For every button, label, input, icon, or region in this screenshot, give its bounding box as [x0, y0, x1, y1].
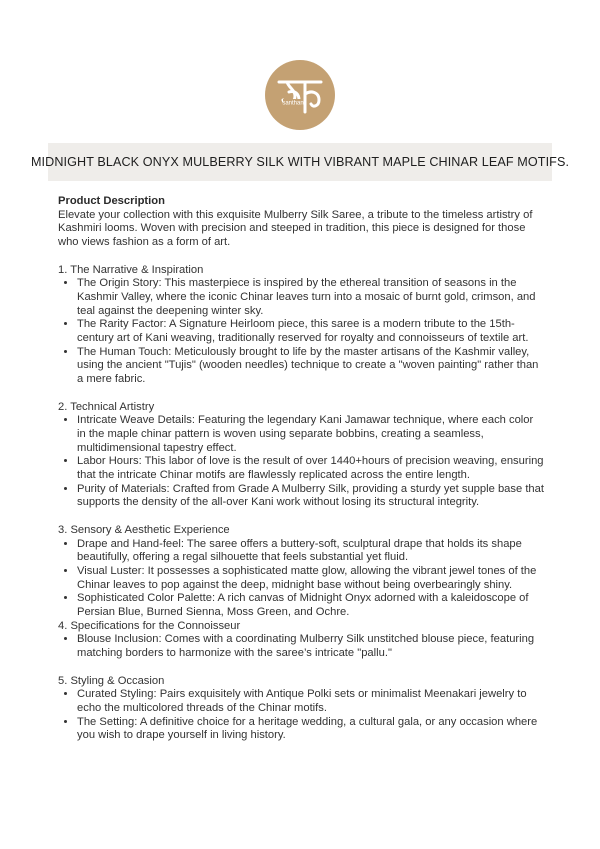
section-sensory [58, 524, 544, 620]
section-heading: 5. Styling & Occasion [58, 674, 165, 687]
section-styling [58, 675, 544, 744]
list-item: • Labor Hours: This labor of love is the result of over 1440+hours of precision weaving, ensuring that the intricate Chinar motifs are flawlessly replicated across the entire length. [77, 455, 544, 482]
description-text: Elevate your collection with this exquisite Mulberry Silk Saree, a tribute to the timeless artistry of Kashmiri looms. Woven with precision and steeped in tradition, this piece is designed for those who views fashion as a form of art. [58, 208, 533, 249]
title-band [30, 143, 570, 181]
list-item: • Visual Luster: It possesses a sophisticated matte glow, allowing the vibrant jewel tones of the Chinar leaves to pop against the deep, midnight base without being overbearingly shiny. [77, 565, 544, 592]
list-item: • Sophisticated Color Palette: A rich canvas of Midnight Onyx adorned with a kaleidoscope of Persian Blue, Burned Sienna, Moss Green, and Ochre. [77, 592, 544, 619]
section-narrative [58, 264, 544, 387]
brand-logo [265, 60, 335, 130]
product-title: MIDNIGHT BLACK ONYX MULBERRY SILK WITH VIBRANT MAPLE CHINAR LEAF MOTIFS. [30, 155, 570, 169]
list-item: • The Setting: A definitive choice for a heritage wedding, a cultural gala, or any occasion where you wish to drape yourself in living history. [77, 716, 544, 743]
list-item: • The Human Touch: Meticulously brought to life by the master artisans of the Kashmir valley, using the ancient "Tujis" (wooden needles) technique to create a "woven painting" rather than a mere fabric. [77, 346, 544, 387]
product-content [58, 195, 544, 743]
section-heading: 2. Technical Artistry [58, 400, 155, 413]
list-item: • Blouse Inclusion: Comes with a coordinating Mulberry Silk unstitched blouse piece, featuring matching borders to harmonize with the saree’s intricate "pallu." [77, 633, 544, 660]
list-item: • Curated Styling: Pairs exquisitely with Antique Polki sets or minimalist Meenakari jewelry to echo the multicolored threads of the Chinar motifs. [77, 688, 544, 715]
description-heading: Product Description [58, 195, 165, 207]
list-item: • Drape and Hand-feel: The saree offers a buttery-soft, sculptural drape that holds its shape beautifully, offering a regal silhouette that feels substantial yet fluid. [77, 538, 544, 565]
list-item: • Purity of Materials: Crafted from Grade A Mulberry Silk, providing a sturdy yet supple base that supports the density of the all-over Kani work without losing its structural integrity. [77, 483, 544, 510]
section-technical [58, 401, 544, 511]
list-item: • The Origin Story: This masterpiece is inspired by the ethereal transition of seasons in the Kashmir Valley, where the iconic Chinar leaves turn into a mosaic of burnt gold, crimson, and teal against the deepening winter sky. [77, 277, 544, 318]
list-item: • Intricate Weave Details: Featuring the legendary Kani Jamawar technique, where each color in the maple chinar pattern is woven using separate bobbins, creating a seamless, multidimensional tapestry effect. [77, 414, 544, 455]
section-heading: 3. Sensory & Aesthetic Experience [58, 523, 230, 536]
section-heading: 4. Specifications for the Connoisseur [58, 619, 241, 632]
logo-wordmark: santhan [282, 100, 304, 107]
section-specifications [58, 620, 544, 661]
section-heading: 1. The Narrative & Inspiration [58, 263, 204, 276]
list-item: • The Rarity Factor: A Signature Heirloom piece, this saree is a modern tribute to the 15th-century art of Kani weaving, traditionally reserved for royalty and connoisseurs of textile art. [77, 318, 544, 345]
